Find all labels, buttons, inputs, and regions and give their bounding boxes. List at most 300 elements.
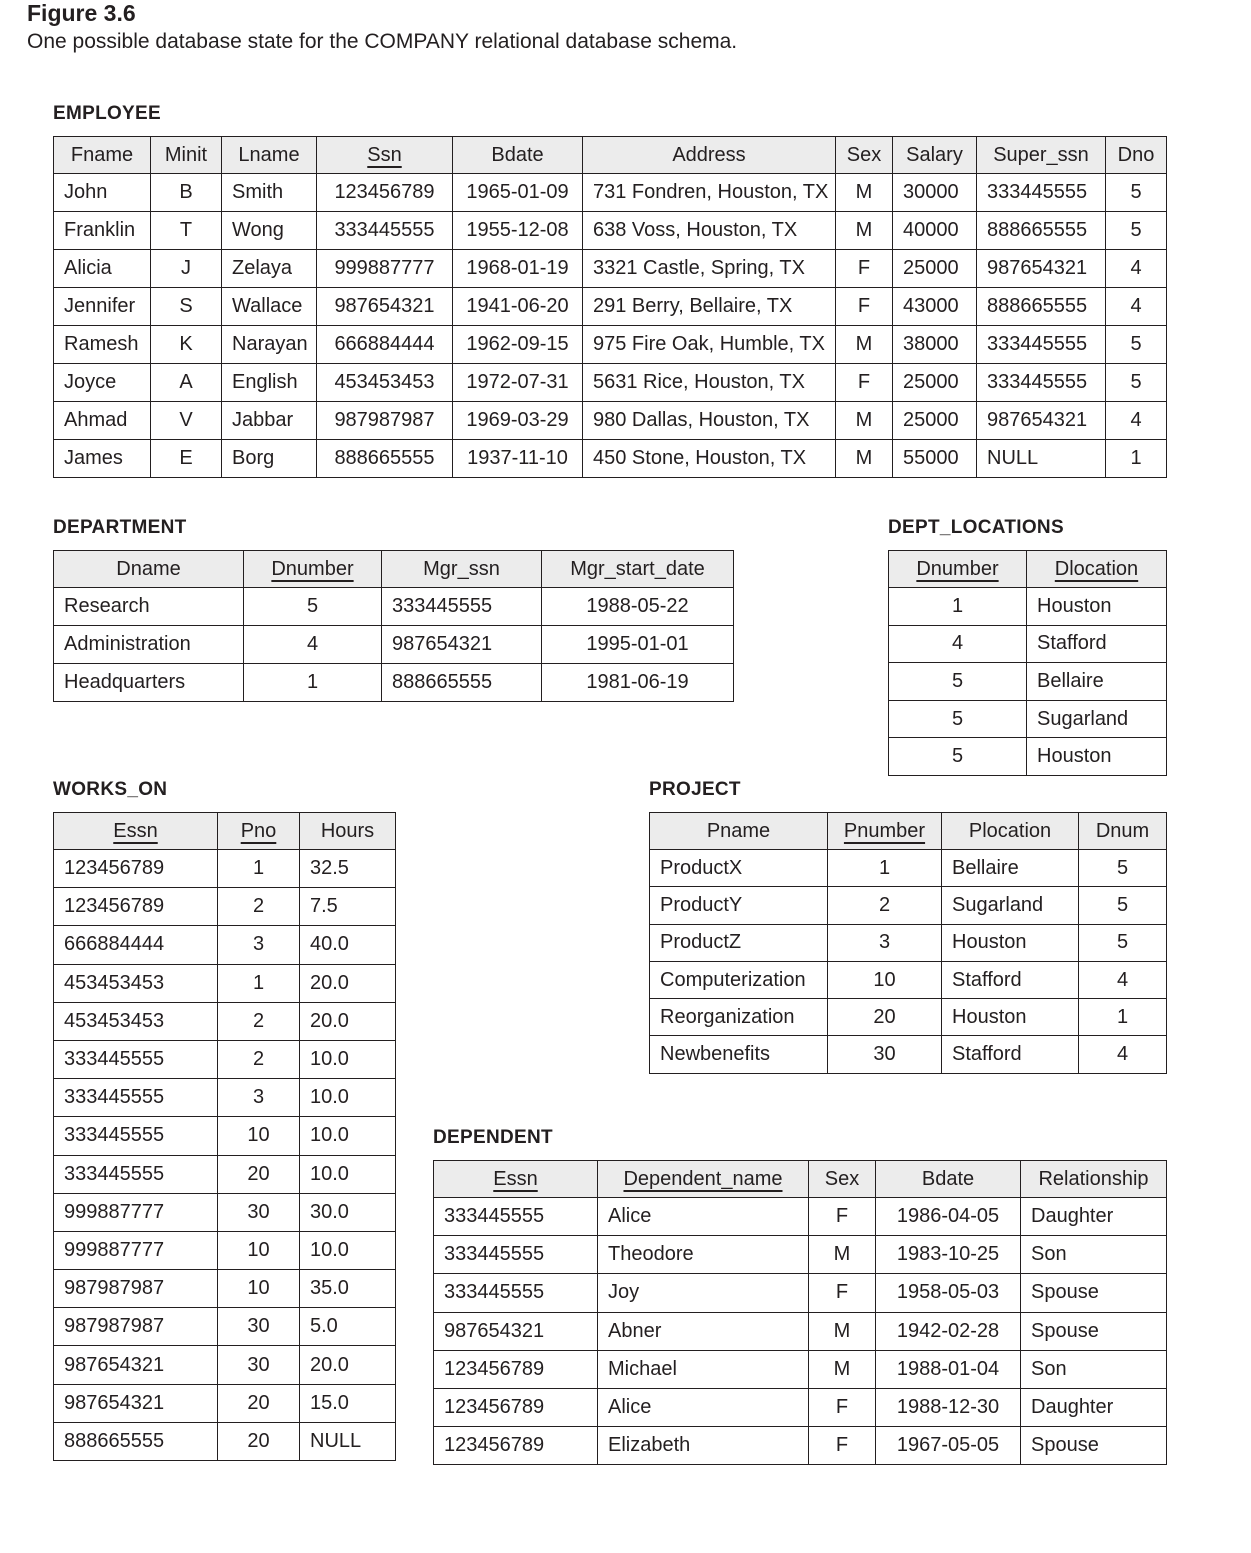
table-cell: 975 Fire Oak, Humble, TX xyxy=(583,326,836,364)
column-header xyxy=(893,137,977,174)
table-cell: 987654321 xyxy=(977,402,1106,440)
table-cell: 43000 xyxy=(893,288,977,326)
table-cell: 333445555 xyxy=(54,1079,218,1117)
column-header-label: Pname xyxy=(706,819,771,842)
column-header-label: Ssn xyxy=(367,143,402,166)
table-row xyxy=(54,174,1167,212)
table-row xyxy=(54,664,734,702)
works-on-table xyxy=(53,812,396,1461)
table-cell: 987654321 xyxy=(434,1312,598,1350)
table-row xyxy=(54,1422,396,1460)
table-row xyxy=(54,1155,396,1193)
table-cell: 1983-10-25 xyxy=(876,1236,1021,1274)
table-row xyxy=(434,1350,1167,1388)
table-cell: 10.0 xyxy=(300,1040,396,1078)
table-cell: 1 xyxy=(218,850,300,888)
table-cell: 2 xyxy=(218,1002,300,1040)
table-cell: 1 xyxy=(1079,999,1167,1036)
table-cell: Narayan xyxy=(222,326,317,364)
column-header xyxy=(1079,813,1167,850)
table-cell: 4 xyxy=(1106,288,1167,326)
table-cell: 888665555 xyxy=(54,1422,218,1460)
table-cell: Theodore xyxy=(598,1236,809,1274)
table-cell: 5 xyxy=(1106,174,1167,212)
table-cell: 1958-05-03 xyxy=(876,1274,1021,1312)
table-cell: 333445555 xyxy=(977,364,1106,402)
table-title-employee: EMPLOYEE xyxy=(53,103,161,124)
column-header xyxy=(453,137,583,174)
header-row xyxy=(650,813,1167,850)
table-cell: 10.0 xyxy=(300,1117,396,1155)
table-cell: 333445555 xyxy=(54,1117,218,1155)
table-cell: 1 xyxy=(244,664,382,702)
table-cell: 4 xyxy=(1079,961,1167,998)
table-cell: Alice xyxy=(598,1388,809,1426)
table-cell: 1962-09-15 xyxy=(453,326,583,364)
table-row xyxy=(54,326,1167,364)
table-cell: ProductZ xyxy=(650,924,828,961)
column-header-label: Bdate xyxy=(491,143,544,166)
column-header xyxy=(828,813,942,850)
table-cell: F xyxy=(809,1388,876,1426)
table-cell: 2 xyxy=(218,1040,300,1078)
table-cell: 333445555 xyxy=(317,212,453,250)
table-cell: 987654321 xyxy=(382,626,542,664)
table-cell: 333445555 xyxy=(977,174,1106,212)
table-row xyxy=(54,1270,396,1308)
table-row xyxy=(434,1388,1167,1426)
table-row xyxy=(54,1346,396,1384)
table-cell: Michael xyxy=(598,1350,809,1388)
table-cell: Newbenefits xyxy=(650,1036,828,1073)
table-row xyxy=(54,1079,396,1117)
column-header xyxy=(1021,1161,1167,1198)
column-header-label: Dnumber xyxy=(271,557,354,580)
table-cell: Stafford xyxy=(942,1036,1079,1073)
table-row xyxy=(434,1427,1167,1465)
project-table xyxy=(649,812,1167,1074)
column-header-label: Dno xyxy=(1117,143,1155,166)
table-cell: Smith xyxy=(222,174,317,212)
table-cell: 1981-06-19 xyxy=(542,664,734,702)
table-cell: Houston xyxy=(942,924,1079,961)
table-cell: 1988-12-30 xyxy=(876,1388,1021,1426)
table-cell: Elizabeth xyxy=(598,1427,809,1465)
table-cell: 888665555 xyxy=(977,288,1106,326)
table-cell: M xyxy=(836,402,893,440)
table-cell: Stafford xyxy=(942,961,1079,998)
table-cell: 450 Stone, Houston, TX xyxy=(583,440,836,478)
table-cell: 1986-04-05 xyxy=(876,1198,1021,1236)
table-cell: 30000 xyxy=(893,174,977,212)
table-row xyxy=(54,850,396,888)
table-row xyxy=(434,1236,1167,1274)
table-cell: 333445555 xyxy=(434,1274,598,1312)
table-cell: 987987987 xyxy=(317,402,453,440)
table-row xyxy=(650,999,1167,1036)
column-header-label: Bdate xyxy=(921,1167,975,1190)
column-header xyxy=(317,137,453,174)
table-cell: F xyxy=(836,288,893,326)
table-cell: 25000 xyxy=(893,364,977,402)
table-row xyxy=(650,924,1167,961)
table-cell: 123456789 xyxy=(54,888,218,926)
table-cell: 123456789 xyxy=(434,1427,598,1465)
table-cell: 1942-02-28 xyxy=(876,1312,1021,1350)
table-cell: 1988-01-04 xyxy=(876,1350,1021,1388)
table-cell: 5 xyxy=(1106,212,1167,250)
column-header xyxy=(222,137,317,174)
table-cell: Jabbar xyxy=(222,402,317,440)
table-cell: 999887777 xyxy=(54,1193,218,1231)
column-header-label: Minit xyxy=(164,143,208,166)
table-cell: J xyxy=(151,250,222,288)
table-cell: 1969-03-29 xyxy=(453,402,583,440)
table-cell: Houston xyxy=(1027,588,1167,626)
table-cell: NULL xyxy=(977,440,1106,478)
column-header xyxy=(54,551,244,588)
table-row xyxy=(54,1308,396,1346)
header-row xyxy=(434,1161,1167,1198)
column-header-label: Super_ssn xyxy=(993,143,1089,166)
project-section xyxy=(649,779,1167,1074)
table-row xyxy=(54,364,1167,402)
table-cell: 123456789 xyxy=(54,850,218,888)
table-cell: 32.5 xyxy=(300,850,396,888)
column-header xyxy=(942,813,1079,850)
table-cell: 20 xyxy=(218,1155,300,1193)
table-cell: 1965-01-09 xyxy=(453,174,583,212)
table-cell: ProductX xyxy=(650,850,828,887)
table-cell: Ramesh xyxy=(54,326,151,364)
table-row xyxy=(434,1274,1167,1312)
table-cell: 987654321 xyxy=(54,1346,218,1384)
table-cell: 10.0 xyxy=(300,1155,396,1193)
table-cell: 4 xyxy=(1106,250,1167,288)
table-cell: 10 xyxy=(218,1231,300,1269)
table-row xyxy=(889,700,1167,738)
table-cell: Stafford xyxy=(1027,625,1167,663)
table-cell: James xyxy=(54,440,151,478)
table-cell: Spouse xyxy=(1021,1312,1167,1350)
table-cell: 888665555 xyxy=(977,212,1106,250)
table-cell: 5 xyxy=(1079,924,1167,961)
table-cell: 5 xyxy=(1079,887,1167,924)
table-cell: 5 xyxy=(889,738,1027,776)
table-cell: 1941-06-20 xyxy=(453,288,583,326)
table-cell: 20 xyxy=(828,999,942,1036)
header-row xyxy=(889,551,1167,588)
table-cell: 666884444 xyxy=(54,926,218,964)
table-cell: Ahmad xyxy=(54,402,151,440)
table-cell: Research xyxy=(54,588,244,626)
dependent-section xyxy=(433,1127,1167,1465)
table-row xyxy=(434,1312,1167,1350)
table-cell: 888665555 xyxy=(382,664,542,702)
column-header-label: Mgr_ssn xyxy=(423,557,500,580)
table-cell: 10 xyxy=(828,961,942,998)
table-row xyxy=(889,625,1167,663)
table-cell: M xyxy=(836,212,893,250)
table-cell: 453453453 xyxy=(54,1002,218,1040)
table-cell: 4 xyxy=(1079,1036,1167,1073)
table-cell: 1937-11-10 xyxy=(453,440,583,478)
table-cell: F xyxy=(809,1198,876,1236)
column-header-label: Address xyxy=(672,143,746,166)
table-cell: 20 xyxy=(218,1422,300,1460)
column-header xyxy=(54,813,218,850)
table-cell: 333445555 xyxy=(977,326,1106,364)
table-cell: A xyxy=(151,364,222,402)
table-cell: 10.0 xyxy=(300,1231,396,1269)
table-cell: 1 xyxy=(1106,440,1167,478)
table-cell: ProductY xyxy=(650,887,828,924)
dependent-table xyxy=(433,1160,1167,1465)
table-cell: 333445555 xyxy=(434,1236,598,1274)
table-cell: M xyxy=(836,326,893,364)
table-cell: F xyxy=(809,1427,876,1465)
table-cell: F xyxy=(836,250,893,288)
table-cell: 1972-07-31 xyxy=(453,364,583,402)
table-row xyxy=(54,888,396,926)
table-cell: 888665555 xyxy=(317,440,453,478)
table-cell: 987987987 xyxy=(54,1308,218,1346)
column-header xyxy=(889,551,1027,588)
table-cell: 1 xyxy=(218,964,300,1002)
column-header-label: Hours xyxy=(320,819,375,842)
table-row xyxy=(889,738,1167,776)
column-header-label: Pnumber xyxy=(843,819,926,842)
table-cell: Computerization xyxy=(650,961,828,998)
table-cell: 3321 Castle, Spring, TX xyxy=(583,250,836,288)
table-cell: M xyxy=(809,1312,876,1350)
table-title-works-on: WORKS_ON xyxy=(53,779,168,800)
table-cell: 1 xyxy=(889,588,1027,626)
table-cell: Reorganization xyxy=(650,999,828,1036)
column-header-label: Dname xyxy=(116,557,181,580)
table-cell: V xyxy=(151,402,222,440)
table-row xyxy=(54,440,1167,478)
table-title-department: DEPARTMENT xyxy=(53,517,187,538)
works-on-section xyxy=(53,779,396,1461)
table-cell: Son xyxy=(1021,1236,1167,1274)
table-cell: Spouse xyxy=(1021,1274,1167,1312)
table-cell: 5 xyxy=(244,588,382,626)
column-header xyxy=(836,137,893,174)
column-header xyxy=(876,1161,1021,1198)
column-header xyxy=(1106,137,1167,174)
table-cell: Zelaya xyxy=(222,250,317,288)
table-cell: K xyxy=(151,326,222,364)
column-header xyxy=(1027,551,1167,588)
table-row xyxy=(54,626,734,664)
table-cell: 20.0 xyxy=(300,1002,396,1040)
table-cell: 7.5 xyxy=(300,888,396,926)
table-cell: E xyxy=(151,440,222,478)
employee-table xyxy=(53,136,1167,478)
table-cell: 980 Dallas, Houston, TX xyxy=(583,402,836,440)
table-row xyxy=(54,288,1167,326)
table-cell: 5.0 xyxy=(300,1308,396,1346)
column-header-label: Plocation xyxy=(968,819,1052,842)
table-title-dependent: DEPENDENT xyxy=(433,1127,553,1148)
column-header-label: Fname xyxy=(70,143,134,166)
table-row xyxy=(54,402,1167,440)
table-cell: Bellaire xyxy=(1027,663,1167,701)
table-row xyxy=(54,250,1167,288)
column-header xyxy=(382,551,542,588)
table-cell: 25000 xyxy=(893,250,977,288)
table-row xyxy=(650,887,1167,924)
dept-locations-section xyxy=(888,517,1167,776)
column-header xyxy=(54,137,151,174)
column-header xyxy=(977,137,1106,174)
table-cell: 10 xyxy=(218,1117,300,1155)
figure-title: Figure 3.6 xyxy=(27,0,136,26)
table-row xyxy=(54,1193,396,1231)
column-header-label: Sex xyxy=(824,1167,860,1190)
column-header-label: Pno xyxy=(240,819,277,842)
table-cell: 5 xyxy=(889,700,1027,738)
table-cell: M xyxy=(836,440,893,478)
table-cell: 5 xyxy=(1106,326,1167,364)
table-cell: 30 xyxy=(218,1193,300,1231)
table-cell: B xyxy=(151,174,222,212)
table-cell: 1955-12-08 xyxy=(453,212,583,250)
table-cell: F xyxy=(836,364,893,402)
table-row xyxy=(434,1198,1167,1236)
table-cell: 123456789 xyxy=(317,174,453,212)
table-cell: 55000 xyxy=(893,440,977,478)
table-cell: 10 xyxy=(218,1270,300,1308)
table-cell: 2 xyxy=(828,887,942,924)
table-cell: M xyxy=(836,174,893,212)
table-row xyxy=(889,588,1167,626)
table-cell: 5 xyxy=(1079,850,1167,887)
table-cell: Joy xyxy=(598,1274,809,1312)
column-header xyxy=(218,813,300,850)
table-row xyxy=(650,1036,1167,1073)
department-table xyxy=(53,550,734,702)
table-cell: 1967-05-05 xyxy=(876,1427,1021,1465)
table-cell: 453453453 xyxy=(54,964,218,1002)
table-title-project: PROJECT xyxy=(649,779,741,800)
table-cell: 5631 Rice, Houston, TX xyxy=(583,364,836,402)
table-cell: 30 xyxy=(828,1036,942,1073)
table-cell: 3 xyxy=(218,926,300,964)
column-header-label: Mgr_start_date xyxy=(570,557,705,580)
table-cell: 10.0 xyxy=(300,1079,396,1117)
table-row xyxy=(54,1231,396,1269)
table-cell: 453453453 xyxy=(317,364,453,402)
table-cell: 40000 xyxy=(893,212,977,250)
table-row xyxy=(54,926,396,964)
table-cell: 987654321 xyxy=(54,1384,218,1422)
table-row xyxy=(54,588,734,626)
table-cell: 20.0 xyxy=(300,964,396,1002)
table-row xyxy=(54,212,1167,250)
table-row xyxy=(650,961,1167,998)
column-header-label: Sex xyxy=(846,143,882,166)
table-cell: 1 xyxy=(828,850,942,887)
column-header-label: Lname xyxy=(238,143,300,166)
table-row xyxy=(54,1117,396,1155)
table-cell: 123456789 xyxy=(434,1388,598,1426)
table-row xyxy=(889,663,1167,701)
table-cell: Sugarland xyxy=(942,887,1079,924)
table-cell: 30 xyxy=(218,1308,300,1346)
column-header xyxy=(583,137,836,174)
table-cell: 1995-01-01 xyxy=(542,626,734,664)
table-cell: 5 xyxy=(1106,364,1167,402)
table-row xyxy=(54,1040,396,1078)
column-header xyxy=(434,1161,598,1198)
table-cell: Joyce xyxy=(54,364,151,402)
table-cell: Spouse xyxy=(1021,1427,1167,1465)
table-cell: Bellaire xyxy=(942,850,1079,887)
table-cell: Houston xyxy=(942,999,1079,1036)
column-header xyxy=(598,1161,809,1198)
table-cell: F xyxy=(809,1274,876,1312)
column-header-label: Dnum xyxy=(1095,819,1150,842)
table-title-dept-locations: DEPT_LOCATIONS xyxy=(888,517,1064,538)
column-header xyxy=(542,551,734,588)
table-cell: John xyxy=(54,174,151,212)
header-row xyxy=(54,137,1167,174)
table-cell: 987987987 xyxy=(54,1270,218,1308)
table-cell: 20 xyxy=(218,1384,300,1422)
table-cell: 20.0 xyxy=(300,1346,396,1384)
table-cell: Son xyxy=(1021,1350,1167,1388)
column-header xyxy=(244,551,382,588)
table-cell: S xyxy=(151,288,222,326)
table-cell: 4 xyxy=(244,626,382,664)
table-cell: Administration xyxy=(54,626,244,664)
table-cell: 38000 xyxy=(893,326,977,364)
table-cell: 4 xyxy=(889,625,1027,663)
table-cell: 25000 xyxy=(893,402,977,440)
table-cell: Alicia xyxy=(54,250,151,288)
table-cell: 2 xyxy=(218,888,300,926)
table-cell: 1968-01-19 xyxy=(453,250,583,288)
table-cell: 987654321 xyxy=(317,288,453,326)
table-cell: 123456789 xyxy=(434,1350,598,1388)
table-cell: 30 xyxy=(218,1346,300,1384)
table-cell: Houston xyxy=(1027,738,1167,776)
column-header-label: Dnumber xyxy=(916,557,999,580)
column-header-label: Dependent_name xyxy=(623,1167,783,1190)
figure-caption: One possible database state for the COMPANY relational database schema. xyxy=(27,30,738,53)
table-cell: M xyxy=(809,1350,876,1388)
table-cell: NULL xyxy=(300,1422,396,1460)
table-cell: 3 xyxy=(828,924,942,961)
table-cell: 30.0 xyxy=(300,1193,396,1231)
table-cell: 638 Voss, Houston, TX xyxy=(583,212,836,250)
table-cell: 731 Fondren, Houston, TX xyxy=(583,174,836,212)
column-header-label: Relationship xyxy=(1038,1167,1149,1190)
table-cell: 333445555 xyxy=(382,588,542,626)
table-cell: Franklin xyxy=(54,212,151,250)
table-cell: Headquarters xyxy=(54,664,244,702)
department-section xyxy=(53,517,734,702)
table-cell: 3 xyxy=(218,1079,300,1117)
column-header-label: Essn xyxy=(113,819,158,842)
table-cell: 40.0 xyxy=(300,926,396,964)
table-cell: 666884444 xyxy=(317,326,453,364)
header-row xyxy=(54,551,734,588)
table-cell: 999887777 xyxy=(317,250,453,288)
dept-locations-table xyxy=(888,550,1167,776)
